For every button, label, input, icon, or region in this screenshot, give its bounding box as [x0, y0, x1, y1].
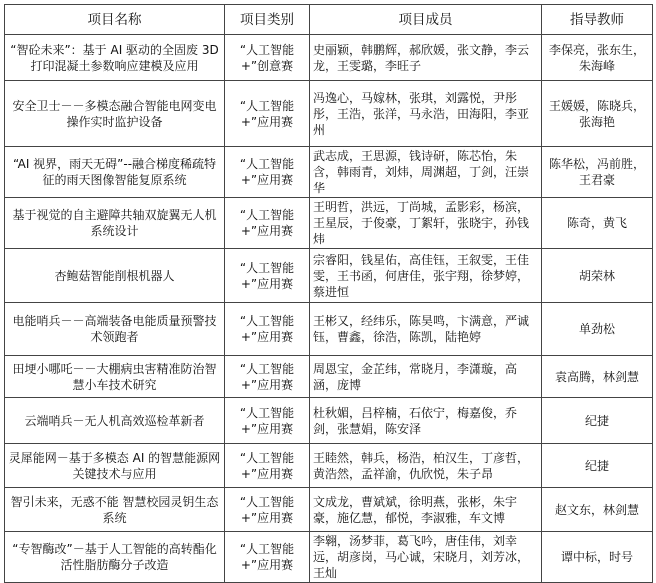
table-row — [5, 488, 653, 532]
table-row — [5, 35, 653, 81]
header-project-members: 项目成员 — [310, 5, 542, 35]
project-name-cell: 智引未来，无惑不能 智慧校园灵钥生态系统 — [5, 488, 225, 532]
project-category-cell: “人工智能+”应用赛 — [225, 198, 310, 249]
header-advisor: 指导教师 — [542, 5, 653, 35]
project-name-cell: 安全卫士－－多模态融合智能电网变电操作实时监护设备 — [5, 81, 225, 147]
project-category-cell: “人工智能+”应用赛 — [225, 303, 310, 356]
project-name-cell: 田埂小哪吒－－大棚病虫害精准防治智慧小车技术研究 — [5, 356, 225, 398]
project-members-cell: 宗睿阳，钱星佑，高佳钰，王叙雯，王佳雯，王书函，何唐佳，张宇翔，徐梦婷，蔡进恒 — [310, 249, 542, 303]
project-category-cell: “人工智能+”应用赛 — [225, 249, 310, 303]
project-members-cell: 王睦然，韩兵，杨浩，柏汉生，丁彦哲，黄浩然，孟祥渝，仇欣悦，朱子昂 — [310, 444, 542, 488]
advisor-cell: 陈奇，黄飞 — [542, 198, 653, 249]
project-name-cell: 灵犀能网－基于多模态 AI 的智慧能源网关键技术与应用 — [5, 444, 225, 488]
table-row — [5, 303, 653, 356]
project-name-cell: 电能哨兵－－高端装备电能质量预警技术领跑者 — [5, 303, 225, 356]
project-category-cell: “人工智能+”应用赛 — [225, 398, 310, 444]
project-members-cell: 周恩宝，金芷纬，常晓月，李潇璇，高涵，庞博 — [310, 356, 542, 398]
table-header-row — [5, 5, 653, 35]
table-row — [5, 249, 653, 303]
advisor-cell: 袁高腾，林剑慧 — [542, 356, 653, 398]
project-name-cell: 云端哨兵－无人机高效巡检革新者 — [5, 398, 225, 444]
advisor-cell: 赵文东，林剑慧 — [542, 488, 653, 532]
table-row — [5, 398, 653, 444]
table-row — [5, 356, 653, 398]
project-members-cell: 王明哲，洪远，丁尚城，孟影彩，杨滨，王星辰，于俊豪，丁絮轩，张晓宇，孙钱炜 — [310, 198, 542, 249]
project-category-cell: “人工智能+”应用赛 — [225, 147, 310, 198]
advisor-cell: 胡荣林 — [542, 249, 653, 303]
project-name-cell: “AI 视界，雨天无碍”--融合梯度稀疏特征的雨天图像智能复原系统 — [5, 147, 225, 198]
project-members-cell: 文成龙，曹斌斌，徐明燕，张彬，朱宇豪，施亿慧，郁悦，李淑雅，车文博 — [310, 488, 542, 532]
project-name-cell: 杏鲍菇智能削根机器人 — [5, 249, 225, 303]
project-name-cell: “智砼未来”：基于 AI 驱动的全固废 3D 打印混凝土参数响应建模及应用 — [5, 35, 225, 81]
advisor-cell: 王媛媛，陈晓兵，张海艳 — [542, 81, 653, 147]
project-category-cell: “人工智能+”应用赛 — [225, 488, 310, 532]
advisor-cell: 纪捷 — [542, 444, 653, 488]
project-members-cell: 李翱，汤梦菲，葛飞吟，唐佳伟，刘幸远，胡彦岗，马心诚，宋晓月，刘芳冰，王灿 — [310, 532, 542, 583]
advisor-cell: 纪捷 — [542, 398, 653, 444]
project-members-cell: 史丽颖，韩鹏辉，郝欣媛，张文静，李云龙，王雯璐，李旺子 — [310, 35, 542, 81]
project-members-cell: 武志成，王思源，钱诗研，陈芯怡，朱含，韩雨青，刘炜，周渊超，丁剑，汪崇华 — [310, 147, 542, 198]
header-project-category: 项目类别 — [225, 5, 310, 35]
table-row — [5, 532, 653, 583]
project-table — [4, 4, 653, 583]
table-row — [5, 147, 653, 198]
project-category-cell: “人工智能+”应用赛 — [225, 532, 310, 583]
project-category-cell: “人工智能+”应用赛 — [225, 444, 310, 488]
project-category-cell: “人工智能+”创意赛 — [225, 35, 310, 81]
project-name-cell: “专智酶改”－基于人工智能的高转酯化活性脂肪酶分子改造 — [5, 532, 225, 583]
advisor-cell: 谭中标，时号 — [542, 532, 653, 583]
project-category-cell: “人工智能+”应用赛 — [225, 81, 310, 147]
project-name-cell: 基于视觉的自主避障共轴双旋翼无人机系统设计 — [5, 198, 225, 249]
project-members-cell: 冯逸心，马嫁林，张琪，刘露悦，尹彤彤，王浩，张洋，马永浩，田海阳，李亚州 — [310, 81, 542, 147]
advisor-cell: 单劲松 — [542, 303, 653, 356]
header-project-name: 项目名称 — [5, 5, 225, 35]
advisor-cell: 李保亮，张东生，朱海峰 — [542, 35, 653, 81]
project-category-cell: “人工智能+”应用赛 — [225, 356, 310, 398]
advisor-cell: 陈华松，冯前胜，王君豪 — [542, 147, 653, 198]
table-row — [5, 444, 653, 488]
project-members-cell: 王彬又，经纬乐，陈昊鸣，卞满意，严诚钰，曹鑫，徐浩，陈凯，陆艳婷 — [310, 303, 542, 356]
project-members-cell: 杜秋媚，吕梓楠，石依宁，梅嘉俊，乔剑，张慧娟，陈安泽 — [310, 398, 542, 444]
table-row — [5, 198, 653, 249]
table-row — [5, 81, 653, 147]
